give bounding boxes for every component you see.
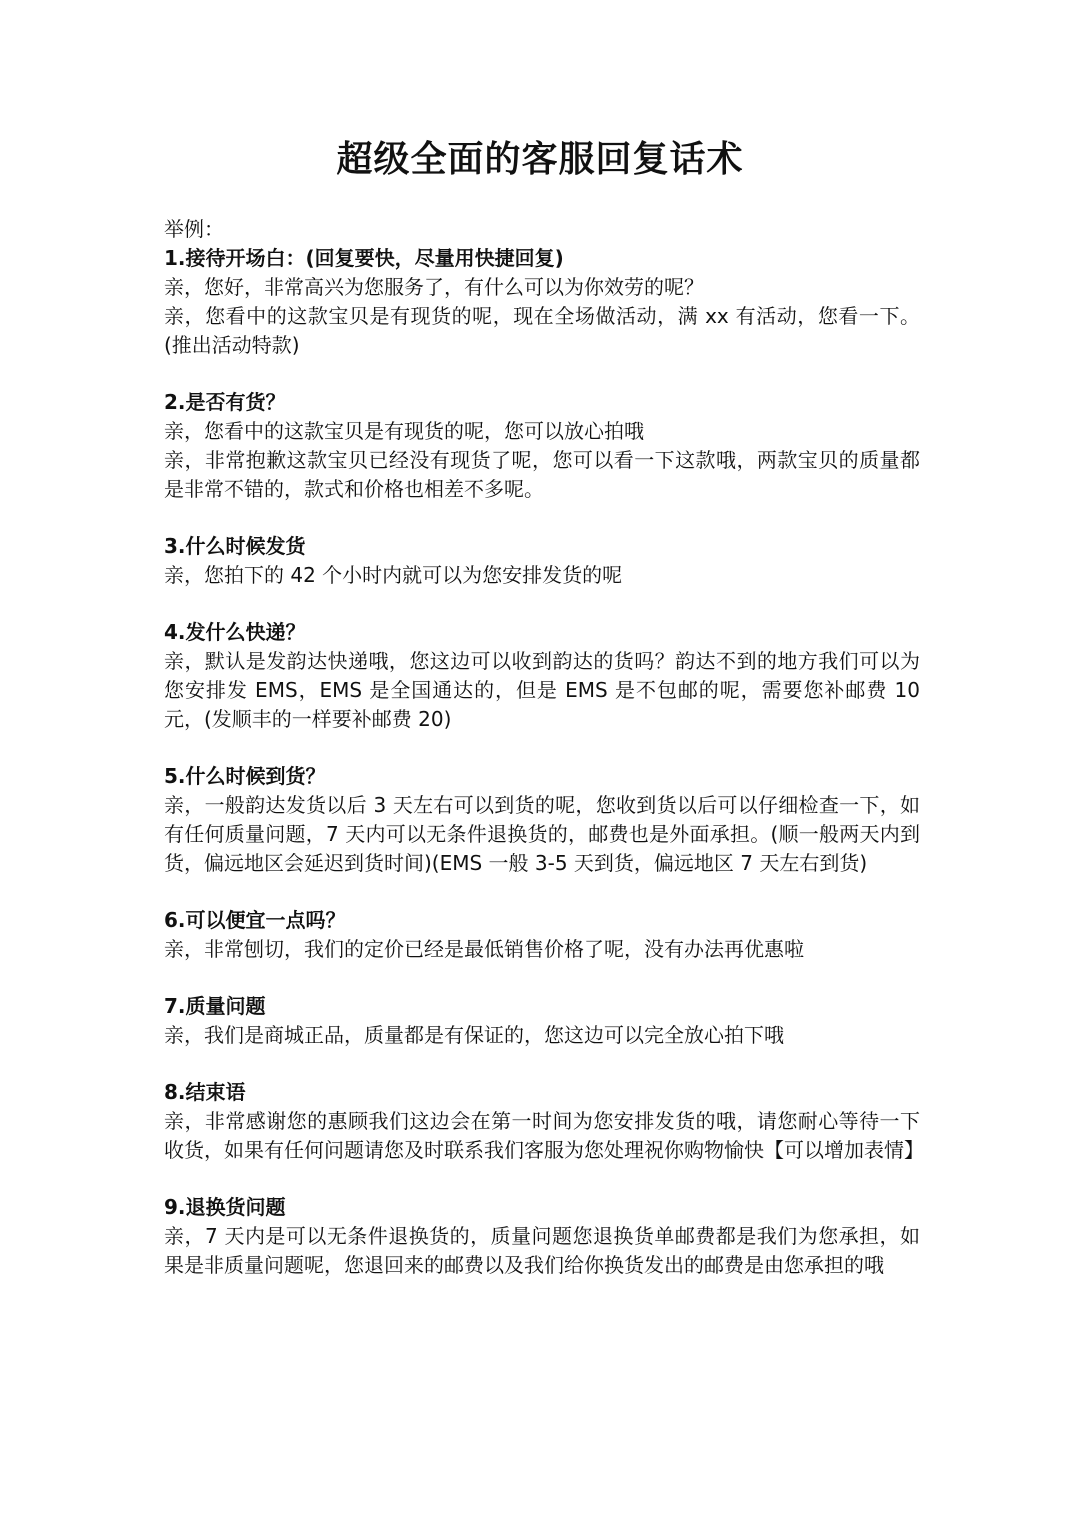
section-4	[164, 618, 920, 734]
section-1	[164, 244, 920, 360]
section-paragraph: 亲，您好，非常高兴为您服务了，有什么可以为你效劳的呢？	[164, 275, 704, 299]
section-heading: 7.质量问题	[164, 994, 266, 1018]
section-paragraph: 亲，您看中的这款宝贝是有现货的呢，现在全场做活动，满 xx 有活动，您看一下。(推出活动特款)	[164, 304, 920, 357]
section-9	[164, 1193, 920, 1280]
section-heading: 3.什么时候发货	[164, 534, 306, 558]
section-paragraph: 亲，7 天内是可以无条件退换货的，质量问题您退换货单邮费都是我们为您承担，如果是非质量问题呢，您退回来的邮费以及我们给你换货发出的邮费是由您承担的哦	[164, 1224, 920, 1277]
section-heading: 4.发什么快递？	[164, 620, 306, 644]
section-heading: 6.可以便宜一点吗？	[164, 908, 346, 932]
intro-label: 举例：	[164, 217, 224, 241]
section-heading: 9.退换货问题	[164, 1195, 286, 1219]
document-title: 超级全面的客服回复话术	[336, 138, 744, 180]
section-heading: 8.结束语	[164, 1080, 246, 1104]
section-paragraph: 亲，一般韵达发货以后 3 天左右可以到货的呢，您收到货以后可以仔细检查一下，如有任何质量问题，7 天内可以无条件退换货的，邮费也是外面承担。(顺一般两天内到货，偏远地区会延迟到货时间)(EMS 一般 3-5 天到货，偏远地区 7 天左右到货)	[164, 793, 920, 875]
section-heading: 2.是否有货？	[164, 390, 286, 414]
section-paragraph: 亲，您拍下的 42 个小时内就可以为您安排发货的呢	[164, 563, 623, 587]
section-paragraph: 亲，您看中的这款宝贝是有现货的呢，您可以放心拍哦	[164, 419, 644, 443]
section-6	[164, 906, 920, 964]
document-content	[164, 215, 924, 1308]
section-7	[164, 992, 920, 1050]
section-8	[164, 1078, 924, 1165]
section-heading: 1.接待开场白：(回复要快，尽量用快捷回复)	[164, 246, 564, 270]
section-paragraph: 亲，非常刨切，我们的定价已经是最低销售价格了呢，没有办法再优惠啦	[164, 937, 804, 961]
section-paragraph: 亲，非常感谢您的惠顾我们这边会在第一时间为您安排发货的哦，请您耐心等待一下收货，如果有任何问题请您及时联系我们客服为您处理祝你购物愉快【可以增加表情】	[164, 1109, 924, 1162]
section-paragraph: 亲，非常抱歉这款宝贝已经没有现货了呢，您可以看一下这款哦，两款宝贝的质量都是非常不错的，款式和价格也相差不多呢。	[164, 448, 920, 501]
section-5	[164, 762, 920, 878]
section-paragraph: 亲，我们是商城正品，质量都是有保证的，您这边可以完全放心拍下哦	[164, 1023, 784, 1047]
section-3	[164, 532, 920, 590]
section-heading: 5.什么时候到货？	[164, 764, 326, 788]
section-paragraph: 亲，默认是发韵达快递哦，您这边可以收到韵达的货吗？韵达不到的地方我们可以为您安排发 EMS，EMS 是全国通达的，但是 EMS 是不包邮的呢，需要您补邮费 10 元，(发顺丰的一样要补邮费 20)	[164, 649, 920, 731]
section-2	[164, 388, 920, 504]
